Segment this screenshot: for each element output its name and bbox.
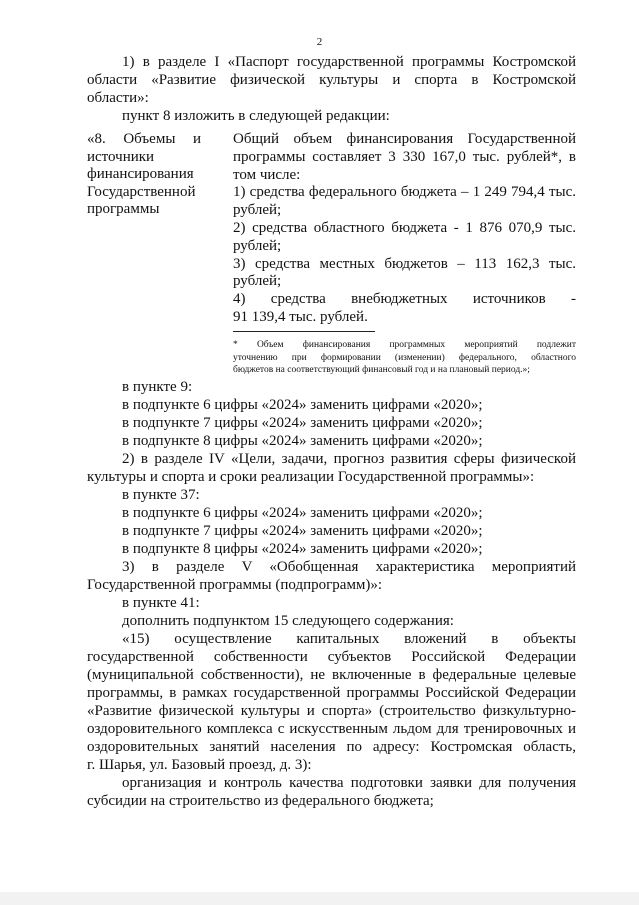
body-line: культуры и спорта и сроки реализации Государственной программы»: xyxy=(87,469,535,485)
body-line: в подпункте 6 цифры «2024» заменить цифрами «2020»; xyxy=(122,397,483,413)
item-label-column xyxy=(87,131,201,219)
footnote-separator xyxy=(233,331,375,332)
body-line: оздоровительных занятий населения по адресу: Костромская область, xyxy=(87,739,576,755)
body-line: в подпункте 8 цифры «2024» заменить цифрами «2020»; xyxy=(122,541,483,557)
body-line: Государственной программы (подпрограмм)»: xyxy=(87,577,383,593)
body-line: «Развитие физической культуры и спорта» (строительство физкультурно- xyxy=(87,703,576,719)
intro-line-1: 1) в разделе I «Паспорт государственной программы Костромской xyxy=(122,54,576,70)
item-value-line: 2) средства областного бюджета - 1 876 070,9 тыс. xyxy=(233,219,576,236)
item-value-line: рублей; xyxy=(233,237,282,254)
body-line: в подпункте 7 цифры «2024» заменить цифрами «2020»; xyxy=(122,523,483,539)
item-value-line: рублей; xyxy=(233,273,282,290)
item-label-line: финансирования xyxy=(87,166,194,182)
item-value-line: программы составляет 3 330 167,0 тыс. рублей*, в xyxy=(233,148,576,165)
item-value-line: 3) средства местных бюджетов – 113 162,3 тыс. xyxy=(233,255,576,272)
item-value-line: 91 139,4 тыс. рублей. xyxy=(233,308,368,325)
intro-line-3: области»: xyxy=(87,90,149,106)
footnote xyxy=(233,339,576,377)
body-line: дополнить подпунктом 15 следующего содержания: xyxy=(122,613,454,629)
page-number: 2 xyxy=(316,36,323,48)
item-value-line: том числе: xyxy=(233,166,301,183)
item-value-line: 4) средства внебюджетных источников - xyxy=(233,291,576,308)
item-value-line: рублей; xyxy=(233,202,282,219)
body-line: субсидии на строительство из федерального бюджета; xyxy=(87,793,434,809)
item-label-line: «8. Объемы и xyxy=(87,131,201,147)
footnote-line: * Объем финансирования программных мероприятий подлежит xyxy=(233,340,576,350)
item-label-line: Государственной xyxy=(87,183,196,200)
body-line: (муниципальной собственности), не включенные в федеральные целевые xyxy=(87,667,576,683)
body-line: в подпункте 6 цифры «2024» заменить цифрами «2020»; xyxy=(122,505,483,521)
body-line: государственной собственности субъектов Российской Федерации xyxy=(87,649,576,665)
item-value-column xyxy=(233,131,576,327)
body-line: оздоровительного комплекса с искусственным льдом для тренировочных и xyxy=(87,721,576,737)
body-line: в пункте 37: xyxy=(122,487,200,503)
item-value-line: Общий объем финансирования Государственной xyxy=(233,131,576,147)
item-value-line: 1) средства федерального бюджета – 1 249 794,4 тыс. xyxy=(233,184,576,201)
body-line: программы, в рамках государственной программы Российской Федерации xyxy=(87,685,576,701)
body-line: организация и контроль качества подготовки заявки для получения xyxy=(122,775,576,791)
scan-bottom-edge xyxy=(0,892,639,905)
body-line: в подпункте 8 цифры «2024» заменить цифрами «2020»; xyxy=(122,433,483,449)
body-line: в пункте 41: xyxy=(122,595,200,611)
body-line: в подпункте 7 цифры «2024» заменить цифрами «2020»; xyxy=(122,415,483,431)
body-line: 2) в разделе IV «Цели, задачи, прогноз развития сферы физической xyxy=(122,451,576,467)
body-line: в пункте 9: xyxy=(122,379,193,395)
footnote-line: бюджетов на соответствующий финансовый год и на плановый период.»; xyxy=(233,365,530,375)
intro-line-2: области «Развитие физической культуры и спорта в Костромской xyxy=(87,72,576,88)
item-label-line: источники xyxy=(87,148,155,165)
body-line: 3) в разделе V «Обобщенная характеристика мероприятий xyxy=(122,559,576,575)
body-line: «15) осуществление капитальных вложений в объекты xyxy=(122,631,576,647)
body-line: г. Шарья, ул. Базовый проезд, д. 3): xyxy=(87,757,312,773)
footnote-line: уточнению при формировании (изменении) федерального, областного xyxy=(233,352,576,363)
intro-line-4: пункт 8 изложить в следующей редакции: xyxy=(122,108,390,124)
item-label-line: программы xyxy=(87,201,160,217)
